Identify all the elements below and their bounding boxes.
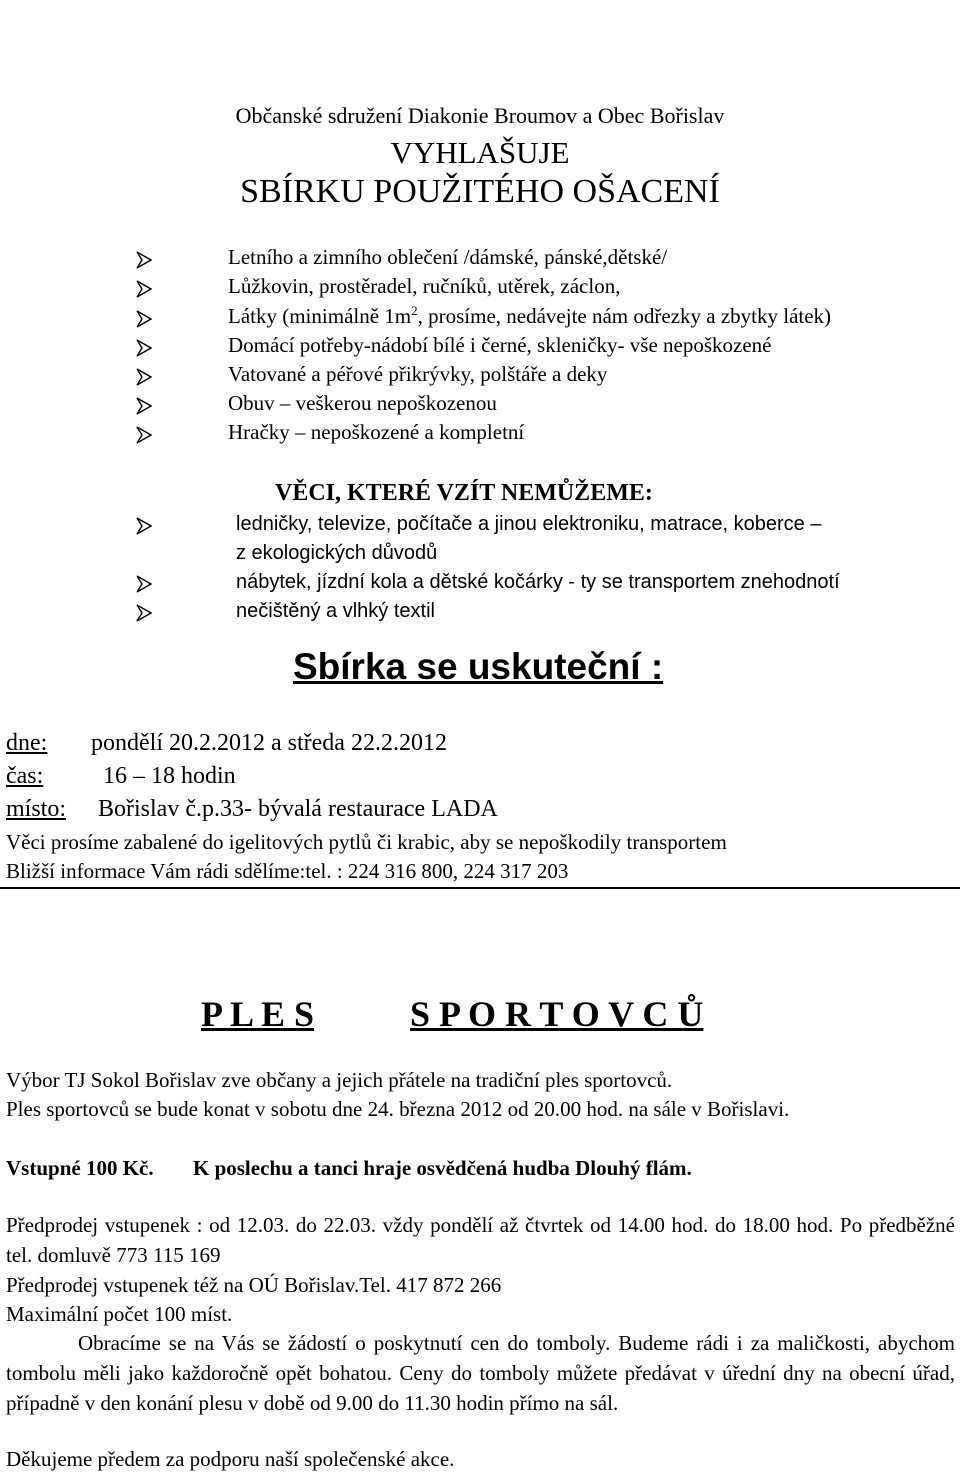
rejected-item-continuation: z ekologických důvodů	[236, 542, 438, 564]
event-heading: Sbírka se uskuteční :	[293, 646, 664, 687]
superscript: 2	[411, 303, 418, 318]
arrow-bullet-icon	[136, 280, 152, 298]
collection-title: SBÍRKU POUŽITÉHO OŠACENÍ	[240, 173, 720, 210]
arrow-bullet-icon	[136, 310, 152, 328]
accepted-item	[228, 303, 832, 328]
date-value: pondělí 20.2.2012 a středa 22.2.2012	[91, 730, 447, 756]
accepted-item: Obuv – veškerou nepoškozenou	[228, 391, 497, 415]
place-value: Bořislav č.p.33- bývalá restaurace LADA	[98, 796, 498, 822]
organizer-line: Občanské sdružení Diakonie Broumov a Obec Bořislav	[235, 103, 725, 128]
accepted-item: Hračky – nepoškozené a kompletní	[228, 420, 525, 444]
tombola-paragraph: Obracíme se na Vás se žádostí o poskytnutí cen do tomboly. Budeme rádi i za maličkosti, abychom tombolu měli jako každoročně opět bohatou. Ceny do tomboly můžete předávat v úřední dny na obecní úřad, případně v den konání plesu v době od 9.00 do 11.30 hodin přímo na sál.	[6, 1331, 955, 1415]
arrow-bullet-icon	[136, 397, 152, 415]
arrow-bullet-icon	[136, 604, 152, 622]
rejected-item: ledničky, televize, počítače a jinou elektroniku, matrace, koberce –	[236, 513, 822, 535]
arrow-bullet-icon	[136, 251, 152, 269]
accepted-item-text: Látky (minimálně 1m	[228, 304, 412, 328]
ples-title-left: P L E S	[201, 994, 315, 1034]
arrow-bullet-icon	[136, 368, 152, 386]
accepted-item: Letního a zimního oblečení /dámské, pánské,dětské/	[228, 245, 668, 269]
arrow-bullet-icon	[136, 517, 152, 535]
entry-fee: Vstupné 100 Kč.	[6, 1156, 154, 1180]
rejected-item: nábytek, jízdní kola a dětské kočárky - ty se transportem znehodnotí	[236, 571, 840, 593]
date-label: dne:	[6, 730, 48, 756]
presale-info: Předprodej vstupenek : od 12.03. do 22.03. vždy pondělí až čtvrtek od 14.00 hod. do 18.00 hod. Po předběžné tel. domluvě 773 115 169	[6, 1213, 955, 1267]
arrow-bullet-icon	[136, 575, 152, 593]
packing-note: Věci prosíme zabalené do igelitových pytlů či krabic, aby se nepoškodily transportem	[6, 830, 727, 854]
time-value: 16 – 18 hodin	[103, 763, 236, 789]
rejected-item: nečištěný a vlhký textil	[236, 600, 435, 622]
accepted-item-text: , prosíme, nedávejte nám odřezky a zbytky látek)	[417, 304, 832, 328]
accepted-item: Domácí potřeby-nádobí bílé i černé, skleničky- vše nepoškozené	[228, 333, 772, 357]
arrow-bullet-icon	[136, 426, 152, 444]
ples-invite: Výbor TJ Sokol Bořislav zve občany a jejich přátele na tradiční ples sportovců.	[6, 1068, 673, 1092]
capacity-info: Maximální počet 100 míst.	[6, 1302, 233, 1326]
place-label: místo:	[6, 796, 67, 822]
announce-heading: VYHLAŠUJE	[390, 135, 570, 170]
contact-info: Bližší informace Vám rádi sdělíme:tel. : 224 316 800, 224 317 203	[6, 859, 569, 883]
accepted-item: Lůžkovin, prostěradel, ručníků, utěrek, záclon,	[228, 274, 621, 298]
music-info: K poslechu a tanci hraje osvědčená hudba Dlouhý flám.	[193, 1156, 692, 1180]
arrow-bullet-icon	[136, 339, 152, 357]
time-label: čas:	[6, 763, 44, 789]
rejected-heading: VĚCI, KTERÉ VZÍT NEMŮŽEME:	[275, 480, 653, 506]
accepted-item: Vatované a péřové přikrývky, polštáře a deky	[228, 362, 608, 386]
ples-title-right: S P O R T O V C Ů	[410, 994, 704, 1034]
ples-date: Ples sportovců se bude konat v sobotu dne 24. března 2012 od 20.00 hod. na sále v Bořislavi.	[6, 1097, 790, 1121]
section-divider	[0, 887, 960, 889]
presale-office: Předprodej vstupenek též na OÚ Bořislav.Tel. 417 872 266	[6, 1273, 502, 1297]
thanks-line: Děkujeme předem za podporu naší společenské akce.	[6, 1447, 455, 1471]
